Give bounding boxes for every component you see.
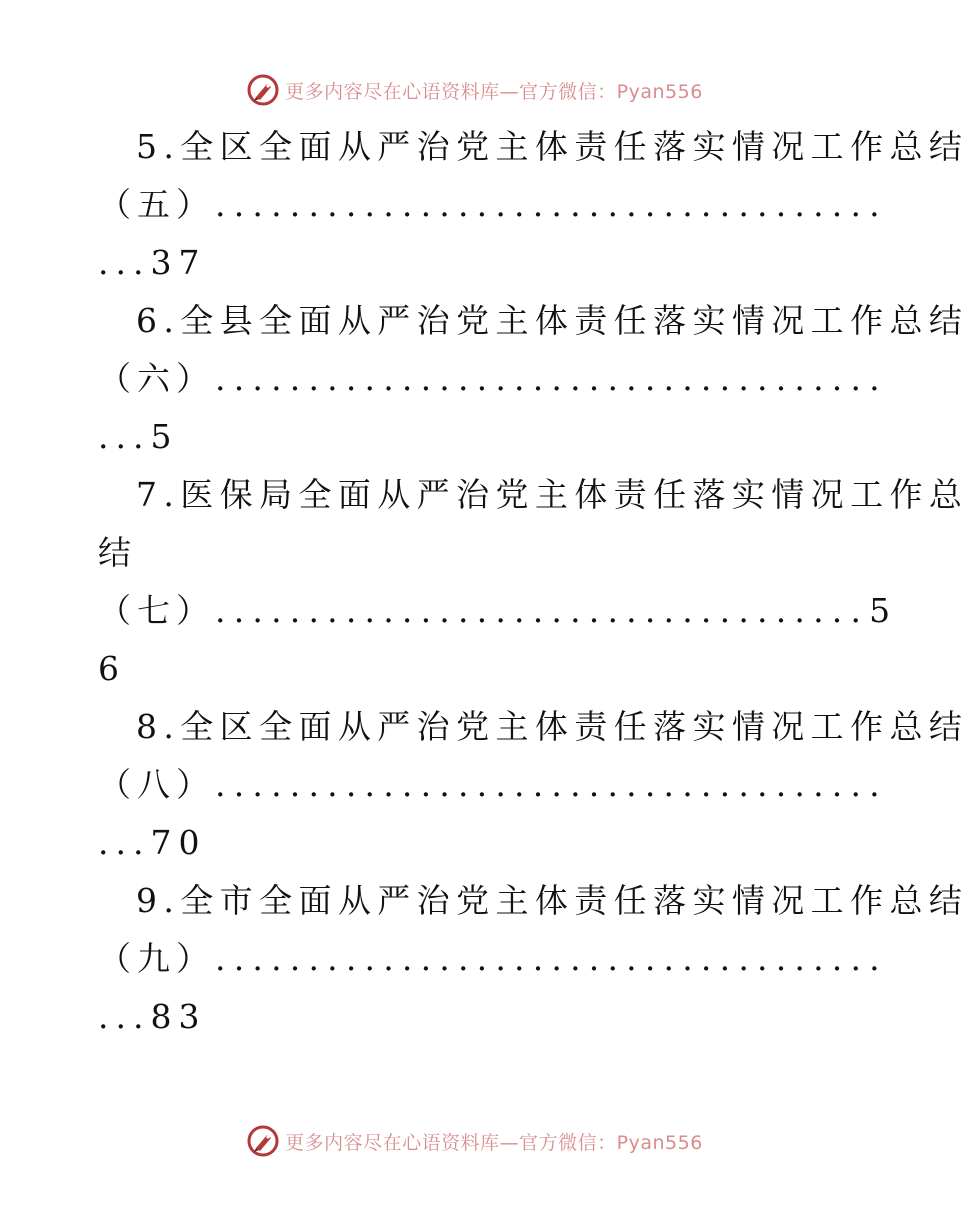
toc-entry-leader <box>98 930 888 988</box>
toc-entry[interactable] <box>98 118 968 292</box>
toc-entry[interactable] <box>98 466 968 698</box>
pen-logo-icon <box>247 1125 279 1157</box>
toc-entry-number: （九） <box>98 939 215 978</box>
toc-entry[interactable] <box>98 292 968 466</box>
toc-entry-page: ...83 <box>98 997 207 1036</box>
toc-entry-title: 9.全市全面从严治党主体责任落实情况工作总结 <box>136 881 968 920</box>
toc-entry-dots: .................................... <box>215 765 888 804</box>
toc-entry-page: ...5 <box>98 417 179 456</box>
toc-entry-title: 8.全区全面从严治党主体责任落实情况工作总结 <box>136 707 968 746</box>
toc-entry-title: 6.全县全面从严治党主体责任落实情况工作总结 <box>136 301 968 340</box>
toc-entry-number: （五） <box>98 185 215 224</box>
toc-entry[interactable] <box>98 698 968 872</box>
toc-entry-page: ...37 <box>98 243 207 282</box>
toc-entry-title-continued: 结 <box>98 533 138 572</box>
header-banner-text: 更多内容尽在心语资料库—官方微信：Pyan556 <box>285 80 703 103</box>
footer-banner-text: 更多内容尽在心语资料库—官方微信：Pyan556 <box>285 1131 703 1154</box>
toc-entry-leader <box>98 756 888 814</box>
header-banner <box>0 70 950 110</box>
toc-entry-number: （八） <box>98 765 215 804</box>
toc-entry-number: （七） <box>98 591 215 630</box>
toc-entry[interactable] <box>98 872 968 1046</box>
toc-entry-number: （六） <box>98 359 215 398</box>
toc-entry-page: 6 <box>98 649 126 688</box>
toc-entry-leader <box>98 582 899 640</box>
pen-logo-icon <box>247 74 279 106</box>
footer-banner <box>0 1121 950 1161</box>
toc-entry-title: 7.医保局全面从严治党主体责任落实情况工作总 <box>136 475 968 514</box>
toc-entry-page: ...70 <box>98 823 207 862</box>
toc-entry-title: 5.全区全面从严治党主体责任落实情况工作总结 <box>136 127 968 166</box>
toc-entry-dots: .................................... <box>215 185 888 224</box>
toc-entry-leader <box>98 176 888 234</box>
toc-entry-leader <box>98 350 888 408</box>
toc-entry-dots: ...................................5 <box>215 591 899 630</box>
toc-entry-dots: .................................... <box>215 939 888 978</box>
table-of-contents <box>98 118 968 1046</box>
toc-entry-dots: .................................... <box>215 359 888 398</box>
